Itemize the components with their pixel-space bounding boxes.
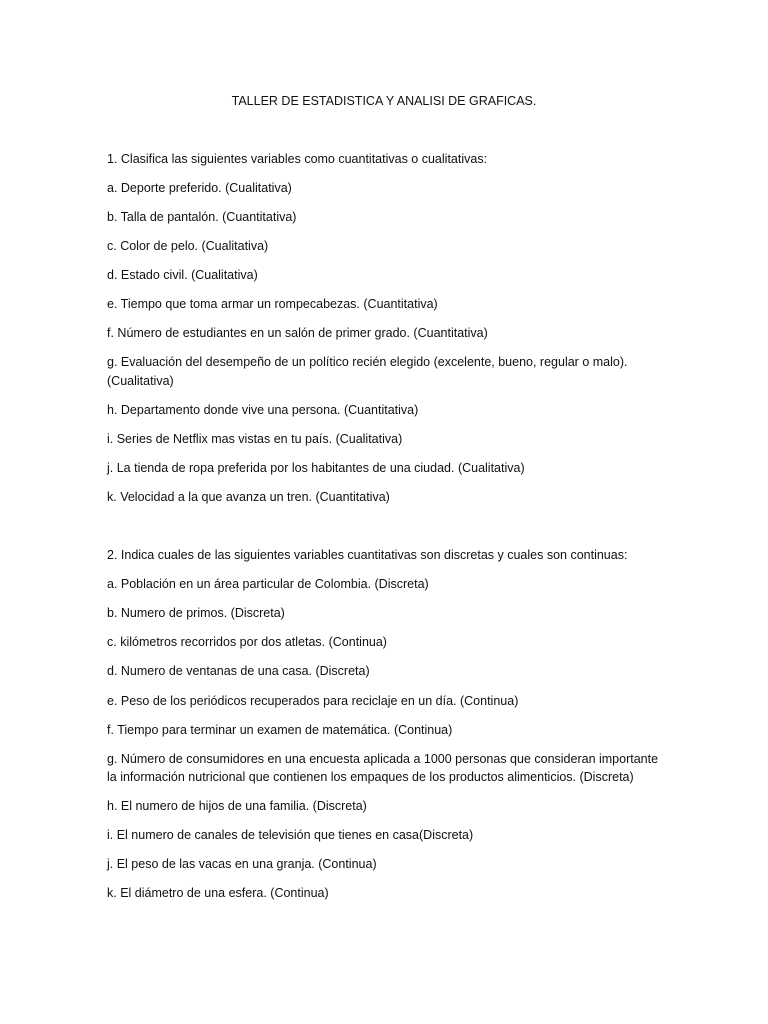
section-1-item-k: k. Velocidad a la que avanza un tren. (Cuantitativa) <box>107 490 390 504</box>
section-1-item-d: d. Estado civil. (Cualitativa) <box>107 268 258 282</box>
section-1-item-g-continued: (Cualitativa) <box>107 374 174 388</box>
section-2-item-g-continued: la información nutricional que contienen los empaques de los productos alimenticios. (Discreta) <box>107 770 634 784</box>
section-2-item-c: c. kilómetros recorridos por dos atletas. (Continua) <box>107 635 387 649</box>
section-2-item-i: i. El numero de canales de televisión que tienes en casa(Discreta) <box>107 828 474 842</box>
section-1-item-i: i. Series de Netflix mas vistas en tu país. (Cualitativa) <box>107 432 403 446</box>
section-2-item-f: f. Tiempo para terminar un examen de matemática. (Continua) <box>107 723 453 737</box>
section-1-heading: 1. Clasifica las siguientes variables como cuantitativas o cualitativas: <box>107 152 488 166</box>
section-1-item-f: f. Número de estudiantes en un salón de primer grado. (Cuantitativa) <box>107 326 488 340</box>
section-2-item-g: g. Número de consumidores en una encuesta aplicada a 1000 personas que consideran importante <box>107 752 659 766</box>
section-2-item-j: j. El peso de las vacas en una granja. (Continua) <box>107 857 377 871</box>
section-1-item-e: e. Tiempo que toma armar un rompecabezas. (Cuantitativa) <box>107 297 438 311</box>
section-2-item-d: d. Numero de ventanas de una casa. (Discreta) <box>107 664 370 678</box>
section-2-item-e: e. Peso de los periódicos recuperados para reciclaje en un día. (Continua) <box>107 694 519 708</box>
section-1-item-c: c. Color de pelo. (Cualitativa) <box>107 239 269 253</box>
section-2-item-h: h. El numero de hijos de una familia. (Discreta) <box>107 799 367 813</box>
section-2-item-k: k. El diámetro de una esfera. (Continua) <box>107 886 329 900</box>
section-1-item-j: j. La tienda de ropa preferida por los habitantes de una ciudad. (Cualitativa) <box>107 461 525 475</box>
section-2-item-b: b. Numero de primos. (Discreta) <box>107 606 285 620</box>
section-1-item-h: h. Departamento donde vive una persona. (Cuantitativa) <box>107 403 419 417</box>
section-1-item-a: a. Deporte preferido. (Cualitativa) <box>107 181 292 195</box>
document-title: TALLER DE ESTADISTICA Y ANALISI DE GRAFICAS. <box>231 94 537 108</box>
section-2-item-a: a. Población en un área particular de Colombia. (Discreta) <box>107 577 429 591</box>
section-2-heading: 2. Indica cuales de las siguientes variables cuantitativas son discretas y cuales son continuas: <box>107 548 628 562</box>
section-1-item-g: g. Evaluación del desempeño de un político recién elegido (excelente, bueno, regular o malo). <box>107 355 628 369</box>
section-1-item-b: b. Talla de pantalón. (Cuantitativa) <box>107 210 297 224</box>
